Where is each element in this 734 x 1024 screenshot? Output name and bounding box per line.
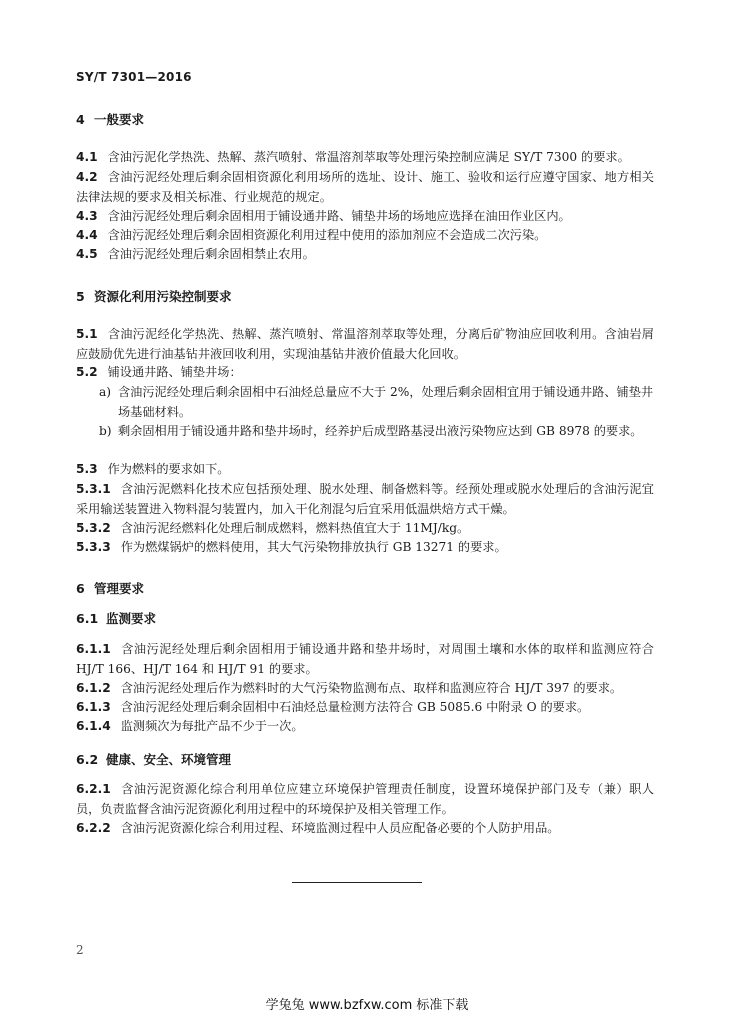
subsection-title: 监测要求 <box>106 611 157 626</box>
clause-number: 5.1 <box>76 327 98 341</box>
clause-text: 含油污泥资源化综合利用单位应建立环境保护管理责任制度，设置环境保护部门及专（兼）职人员，负责监督含油污泥资源化利用过程中的环境保护及相关管理工作。 <box>76 782 654 816</box>
clause-number: 4.4 <box>76 228 98 242</box>
clause-text: 含油污泥燃料化技术应包括预处理、脱水处理、制备燃料等。经预处理或脱水处理后的含油污泥宜采用输送装置进入物料混匀装置内，加入干化剂混匀后宜采用低温烘焙方式干燥。 <box>76 482 654 516</box>
list-marker: b) <box>99 424 112 438</box>
section-number: 5 <box>76 289 85 304</box>
clause-text: 含油污泥经处理后作为燃料时的大气污染物监测布点、取样和监测应符合 HJ/T 397 的要求。 <box>120 681 623 695</box>
list-marker: a) <box>99 385 112 399</box>
clause-text: 监测频次为每批产品不少于一次。 <box>120 719 304 733</box>
section-5-heading <box>76 287 232 305</box>
clause-text: 铺设通井路、铺垫井场： <box>107 365 242 379</box>
clause-number: 6.2.2 <box>76 821 111 835</box>
clause-6-1-2 <box>76 679 654 699</box>
clause-6-2-2 <box>76 819 654 839</box>
section-number: 4 <box>76 112 85 127</box>
clause-text: 含油污泥经化学热洗、热解、蒸汽喷射、常温溶剂萃取等处理，分离后矿物油应回收利用。含油岩屑应鼓励优先进行油基钻井液回收利用，实现油基钻井液价值最大化回收。 <box>76 327 654 361</box>
clause-4-4 <box>76 226 654 246</box>
clause-number: 6.2.1 <box>76 782 111 796</box>
clause-5-3-2 <box>76 519 654 539</box>
clause-number: 5.3.3 <box>76 540 111 554</box>
clause-text: 作为燃煤锅炉的燃料使用，其大气污染物排放执行 GB 13271 的要求。 <box>120 540 507 554</box>
clause-text: 含油污泥经处理后剩余固相资源化利用过程中使用的添加剂应不会造成二次污染。 <box>107 228 547 242</box>
list-text: 含油污泥经处理后剩余固相中石油烃总量应不大于 2%，处理后剩余固相宜用于铺设通井路、铺垫井场基础材料。 <box>118 385 654 419</box>
clause-6-1-1 <box>76 640 654 679</box>
standard-code: SY/T 7301—2016 <box>76 70 192 84</box>
clause-text: 含油污泥经燃料化处理后制成燃料，燃料热值宜大于 11MJ/kg。 <box>120 521 470 535</box>
section-6-heading <box>76 579 144 597</box>
clause-number: 6.1.3 <box>76 700 111 714</box>
clause-4-5 <box>76 245 654 265</box>
watermark-footer: 学兔兔 www.bzfxw.com 标准下载 <box>265 998 469 1013</box>
clause-text: 含油污泥经处理后剩余固相中石油烃总量检测方法符合 GB 5085.6 中附录 O 的要求。 <box>120 700 590 714</box>
section-title: 资源化利用污染控制要求 <box>94 289 232 304</box>
clause-4-2 <box>76 168 654 207</box>
clause-number: 4.5 <box>76 247 98 261</box>
clause-6-1-4 <box>76 717 654 737</box>
section-4-heading <box>76 110 144 128</box>
clause-text: 含油污泥资源化综合利用过程、环境监测过程中人员应配备必要的个人防护用品。 <box>120 821 560 835</box>
clause-5-3-3 <box>76 538 654 558</box>
subsection-6-1-heading <box>76 609 156 627</box>
clause-4-1 <box>76 148 654 168</box>
clause-5-1 <box>76 325 654 364</box>
section-title: 管理要求 <box>94 581 145 596</box>
clause-number: 6.1.2 <box>76 681 111 695</box>
list-item-b <box>99 422 654 442</box>
clause-text: 含油污泥化学热洗、热解、蒸汽喷射、常温溶剂萃取等处理污染控制应满足 SY/T 7300 的要求。 <box>107 150 630 164</box>
clause-number: 4.1 <box>76 150 98 164</box>
clause-text: 含油污泥经处理后剩余固相资源化利用场所的选址、设计、施工、验收和运行应遵守国家、地方相关法律法规的要求及相关标准、行业规范的规定。 <box>76 170 654 204</box>
clause-text: 作为燃料的要求如下。 <box>107 462 230 476</box>
section-number: 6 <box>76 581 85 596</box>
end-rule <box>292 882 422 883</box>
subsection-number: 6.1 <box>76 611 99 626</box>
section-title: 一般要求 <box>94 112 145 127</box>
page-number: 2 <box>76 943 84 957</box>
clause-4-3 <box>76 207 654 227</box>
clause-6-1-3 <box>76 698 654 718</box>
clause-number: 4.2 <box>76 170 98 184</box>
clause-text: 含油污泥经处理后剩余固相用于铺设通井路、铺垫井场的场地应选择在油田作业区内。 <box>107 209 571 223</box>
subsection-6-2-heading <box>76 750 231 768</box>
clause-number: 6.1.4 <box>76 719 111 733</box>
clause-text: 含油污泥经处理后剩余固相用于铺设通井路和垫井场时，对周围土壤和水体的取样和监测应符合 HJ/T 166、HJ/T 164 和 HJ/T 91 的要求。 <box>76 642 654 676</box>
clause-number: 4.3 <box>76 209 98 223</box>
subsection-number: 6.2 <box>76 752 99 767</box>
clause-number: 5.3.1 <box>76 482 111 496</box>
list-item-a <box>99 383 654 422</box>
subsection-title: 健康、安全、环境管理 <box>106 752 232 767</box>
list-text: 剩余固相用于铺设通井路和垫井场时，经养护后成型路基浸出液污染物应达到 GB 8978 的要求。 <box>118 424 643 438</box>
clause-5-3 <box>76 460 654 480</box>
clause-number: 6.1.1 <box>76 642 111 656</box>
clause-number: 5.2 <box>76 365 98 379</box>
clause-number: 5.3 <box>76 462 98 476</box>
clause-number: 5.3.2 <box>76 521 111 535</box>
clause-5-3-1 <box>76 480 654 519</box>
clause-text: 含油污泥经处理后剩余固相禁止农用。 <box>107 247 315 261</box>
clause-5-2 <box>76 363 654 383</box>
clause-6-2-1 <box>76 780 654 819</box>
